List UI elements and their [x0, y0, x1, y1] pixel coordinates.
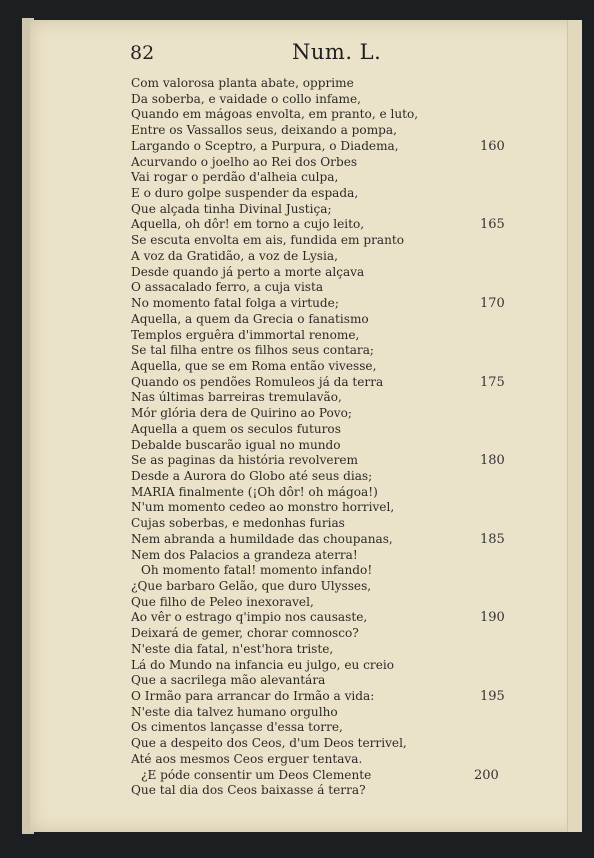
- verse-line: Lá do Mundo na infancia eu julgo, eu creio: [131, 657, 395, 672]
- verse-line: ¿Que barbaro Gelão, que duro Ulysses,: [131, 579, 372, 593]
- line-number: 175: [480, 374, 505, 390]
- verse-line: Que alçada tinha Divinal Justiça;: [131, 201, 332, 216]
- line-number: 190: [480, 610, 505, 626]
- verse-line: Entre os Vassallos seus, deixando a pompa,: [131, 123, 397, 138]
- verse-line: Que tal dia dos Ceos baixasse á terra?: [131, 783, 366, 798]
- verse-line: Ao vêr o estrago q'impio nos causaste,: [131, 610, 368, 625]
- verse-line: O Irmão para arrancar do Irmão a vida:: [131, 689, 375, 704]
- verse-line: Largando o Sceptro, a Purpura, o Diadema,: [131, 138, 399, 153]
- poem-text: [131, 76, 431, 799]
- verse-line: Quando em mágoas envolta, em pranto, e luto,: [131, 107, 419, 122]
- verse-line: Que a despeito dos Ceos, d'um Deos terrivel,: [131, 736, 407, 751]
- running-title: Num. L.: [292, 40, 382, 64]
- verse-line: ¿E póde consentir um Deos Clemente: [141, 767, 372, 782]
- verse-line: Até aos mesmos Ceos erguer tentava.: [131, 751, 363, 766]
- page-header: [130, 38, 470, 68]
- verse-line: Vai rogar o perdão d'alheia culpa,: [131, 170, 339, 185]
- line-number: 165: [480, 217, 505, 233]
- line-number: 160: [480, 138, 505, 154]
- verse-line: Nem dos Palacios a grandeza aterra!: [131, 547, 358, 562]
- verse-line: No momento fatal folga a virtude;: [131, 296, 339, 311]
- line-number: 185: [480, 531, 505, 547]
- verse-line: Desde a Aurora do Globo até seus dias;: [131, 468, 373, 483]
- line-number: 200: [474, 767, 499, 783]
- verse-line: Aquella, que se em Roma então vivesse,: [131, 358, 377, 373]
- verse-line: Aquella a quem os seculos futuros: [131, 421, 341, 436]
- verse-line: Quando os pendões Romuleos já da terra: [131, 374, 384, 389]
- verse-line: N'este dia fatal, n'est'hora triste,: [131, 641, 334, 656]
- verse-line: Com valorosa planta abate, opprime: [131, 76, 354, 90]
- verse-line: Mór glória dera de Quirino ao Povo;: [131, 406, 352, 421]
- verse-line: Que filho de Peleo inexoravel,: [131, 594, 314, 609]
- facing-page-edge: [567, 20, 582, 832]
- verse-line: Debalde buscarão igual no mundo: [131, 437, 341, 452]
- verse-line: Aquella, a quem da Grecia o fanatismo: [131, 311, 369, 326]
- line-number: 180: [480, 453, 505, 469]
- verse-line: Se escuta envolta em ais, fundida em pranto: [131, 233, 405, 248]
- verse-line: A voz da Gratidão, a voz de Lysia,: [131, 248, 338, 263]
- verse-line: Cujas soberbas, e medonhas furias: [131, 516, 345, 531]
- verse-line: Se as paginas da história revolverem: [131, 453, 358, 468]
- verse-line: E o duro golpe suspender da espada,: [131, 186, 359, 201]
- page-number: 82: [130, 42, 155, 64]
- verse-line: Aquella, oh dôr! em torno a cujo leito,: [131, 217, 365, 232]
- line-number: 195: [480, 689, 505, 705]
- verse-line: Da soberba, e vaidade o collo infame,: [131, 91, 362, 106]
- verse-line: Acurvando o joelho ao Rei dos Orbes: [131, 154, 358, 169]
- verse-line: O assacalado ferro, a cuja vista: [131, 280, 324, 295]
- verse-line: Se tal filha entre os filhos seus contara;: [131, 343, 375, 358]
- verse-line: Oh momento fatal! momento infando!: [141, 563, 373, 578]
- verse-line: Os cimentos lançasse d'essa torre,: [131, 720, 343, 735]
- verse-line: Que a sacrilega mão alevantára: [131, 673, 326, 688]
- verse-line: N'este dia talvez humano orgulho: [131, 704, 338, 719]
- verse-line: Deixará de gemer, chorar comnosco?: [131, 626, 359, 641]
- verse-line: MARIA finalmente (¡Oh dôr! oh mágoa!): [131, 484, 378, 499]
- verse-line: Nem abranda a humildade das choupanas,: [131, 531, 393, 546]
- verse-line: Templos erguêra d'immortal renome,: [131, 327, 360, 342]
- verse-line: Desde quando já perto a morte alçava: [131, 264, 365, 279]
- line-number: 170: [480, 296, 505, 312]
- verse-line: N'um momento cedeo ao monstro horrivel,: [131, 500, 395, 515]
- verse-line: Nas últimas barreiras tremulavão,: [131, 390, 342, 405]
